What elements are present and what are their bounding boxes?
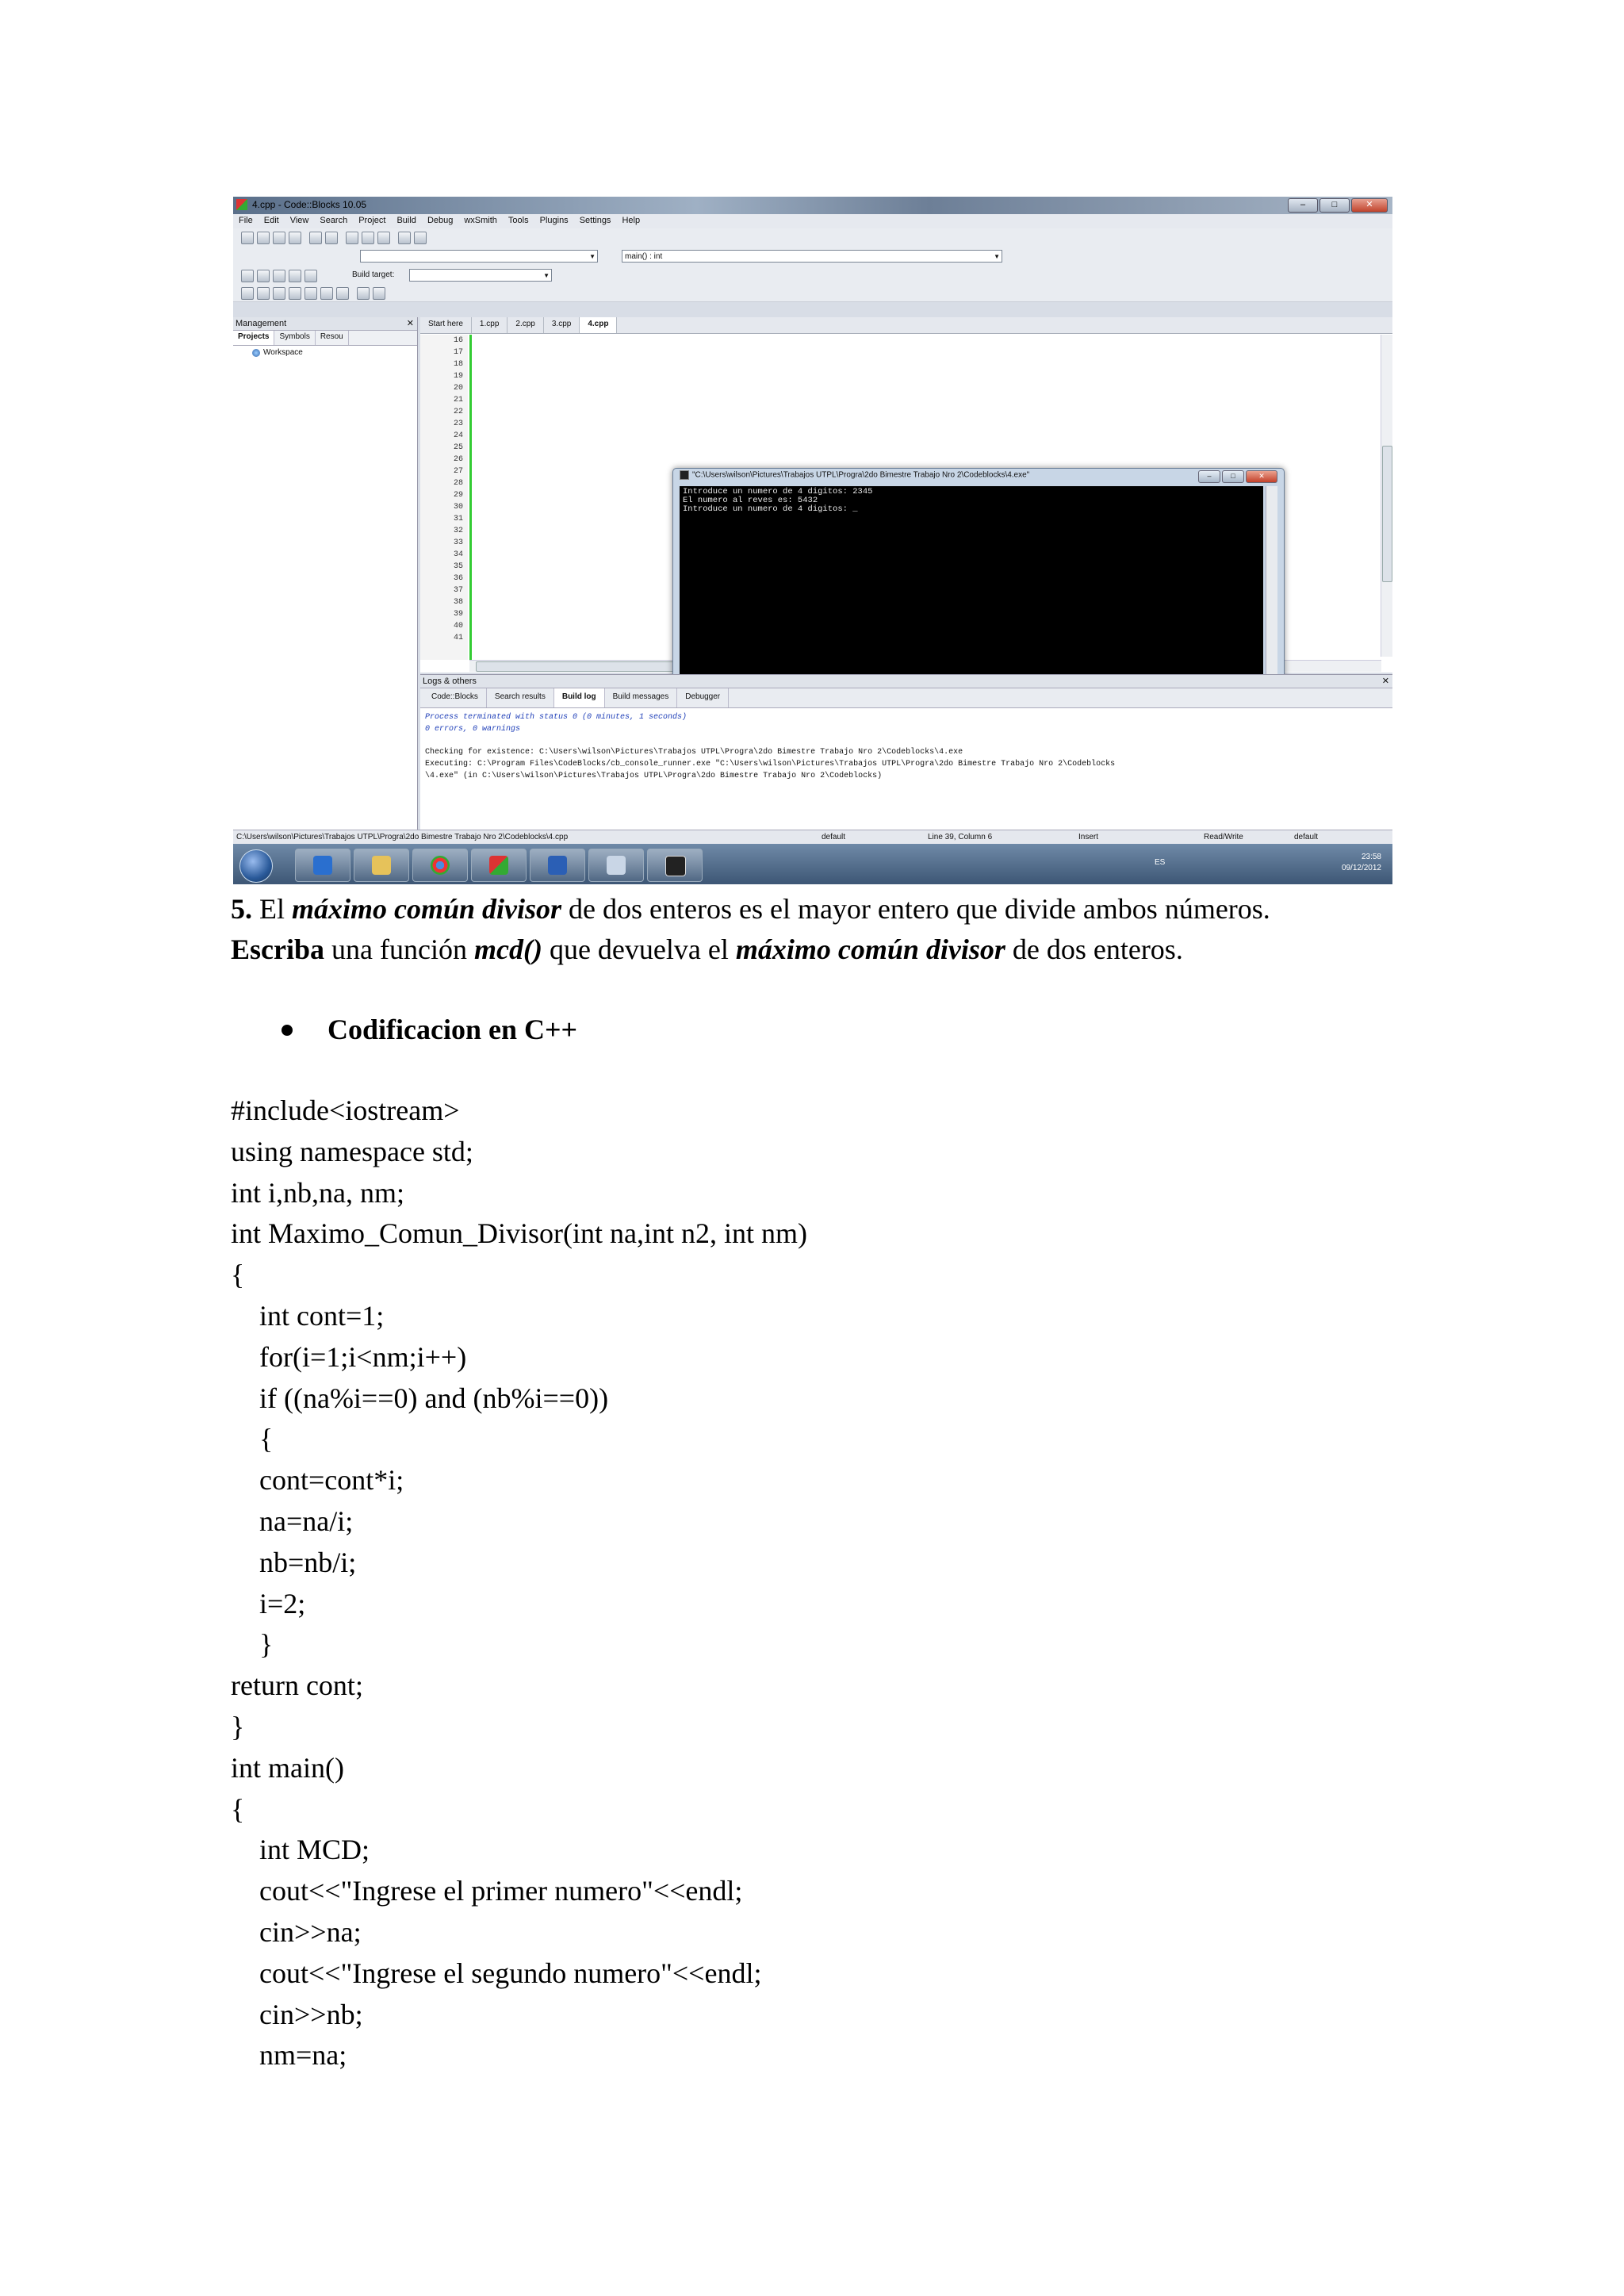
taskbar-chrome[interactable] bbox=[412, 849, 468, 882]
clock-time: 23:58 bbox=[1361, 853, 1381, 861]
status-access: Read/Write bbox=[1204, 833, 1243, 841]
line-number: 40 bbox=[453, 622, 463, 631]
tab-codeblocks-log[interactable]: Code::Blocks bbox=[423, 688, 487, 707]
menu-file[interactable]: File bbox=[239, 216, 253, 225]
scroll-thumb[interactable] bbox=[1382, 446, 1392, 582]
line-number: 28 bbox=[453, 479, 463, 488]
menu-bar bbox=[233, 214, 1392, 228]
ide-screenshot bbox=[233, 197, 1392, 884]
menu-plugins[interactable]: Plugins bbox=[539, 216, 569, 225]
close-icon[interactable]: ✕ bbox=[1381, 677, 1389, 686]
menu-build[interactable]: Build bbox=[396, 216, 416, 225]
menu-wxsmith[interactable]: wxSmith bbox=[464, 216, 497, 225]
tab-build-messages[interactable]: Build messages bbox=[605, 688, 678, 707]
line-number: 23 bbox=[453, 420, 463, 428]
tab-start-here[interactable]: Start here bbox=[420, 317, 472, 333]
code-toolbar bbox=[233, 246, 1392, 267]
status-position: Line 39, Column 6 bbox=[928, 833, 993, 841]
line-number: 25 bbox=[453, 443, 463, 452]
workspace-item[interactable]: Workspace bbox=[252, 348, 417, 357]
step-into-icon[interactable] bbox=[289, 287, 301, 300]
function-combo[interactable]: main() : int ▼ bbox=[622, 250, 1002, 263]
section-heading: Codificacion en C++ bbox=[327, 1014, 578, 1045]
line-number-gutter bbox=[420, 335, 468, 660]
management-panel bbox=[233, 317, 418, 864]
rebuild-icon[interactable] bbox=[289, 270, 301, 282]
line-number: 17 bbox=[453, 348, 463, 357]
log-line: \4.exe" (in C:\Users\wilson\Pictures\Trabajos UTPL\Progra\2do Bimestre Trabajo Nro 2\Codeblocks) bbox=[425, 772, 883, 780]
taskbar-word[interactable] bbox=[530, 849, 585, 882]
stop-debug-icon[interactable] bbox=[336, 287, 349, 300]
log-line: Process terminated with status 0 (0 minutes, 1 seconds) bbox=[425, 713, 688, 722]
chevron-down-icon: ▼ bbox=[589, 253, 596, 260]
save-icon[interactable] bbox=[273, 232, 285, 244]
cut-icon[interactable] bbox=[346, 232, 358, 244]
line-number: 18 bbox=[453, 360, 463, 369]
term-mcd: máximo común divisor bbox=[735, 933, 1005, 965]
line-number: 26 bbox=[453, 455, 463, 464]
start-button[interactable] bbox=[239, 849, 273, 883]
tab-symbols[interactable]: Symbols bbox=[274, 331, 315, 345]
open-file-icon[interactable] bbox=[257, 232, 270, 244]
menu-help[interactable]: Help bbox=[622, 216, 641, 225]
build-target-label: Build target: bbox=[352, 270, 395, 279]
maximize-button[interactable]: □ bbox=[1320, 198, 1350, 213]
taskbar-notes[interactable] bbox=[588, 849, 644, 882]
status-bar bbox=[233, 830, 1392, 845]
menu-edit[interactable]: Edit bbox=[263, 216, 279, 225]
log-line: Executing: C:\Program Files\CodeBlocks/cb_console_runner.exe "C:\Users\wilson\Pictures\Trabajos UTPL\Progra\2do Bimestre Trabajo Nro 2\Codeblocks bbox=[425, 760, 1116, 769]
line-number: 31 bbox=[453, 515, 463, 523]
build-run-icon[interactable] bbox=[273, 270, 285, 282]
next-line-icon[interactable] bbox=[273, 287, 285, 300]
save-all-icon[interactable] bbox=[289, 232, 301, 244]
function-name: mcd() bbox=[473, 933, 542, 965]
build-log-text bbox=[425, 711, 1392, 782]
main-toolbar bbox=[233, 228, 1392, 247]
close-button[interactable]: ✕ bbox=[1351, 198, 1388, 213]
status-path: C:\Users\wilson\Pictures\Trabajos UTPL\Progra\2do Bimestre Trabajo Nro 2\Codeblocks\4.cpp bbox=[236, 833, 569, 841]
tab-resources[interactable]: Resou bbox=[316, 331, 349, 345]
new-file-icon[interactable] bbox=[241, 232, 254, 244]
section-bullet bbox=[282, 1009, 577, 1050]
line-number: 24 bbox=[453, 431, 463, 440]
menu-tools[interactable]: Tools bbox=[508, 216, 529, 225]
replace-icon[interactable] bbox=[414, 232, 427, 244]
build-target-combo[interactable] bbox=[409, 269, 552, 282]
debug-windows-icon[interactable] bbox=[357, 287, 370, 300]
scope-combo[interactable] bbox=[360, 250, 598, 263]
menu-search[interactable]: Search bbox=[320, 216, 348, 225]
line-number: 16 bbox=[453, 336, 463, 345]
line-number: 39 bbox=[453, 610, 463, 619]
menu-project[interactable]: Project bbox=[358, 216, 386, 225]
menu-view[interactable]: View bbox=[289, 216, 309, 225]
line-number: 30 bbox=[453, 503, 463, 512]
term-mcd: máximo común divisor bbox=[292, 893, 562, 925]
console-title: "C:\Users\wilson\Pictures\Trabajos UTPL\Progra\2do Bimestre Trabajo Nro 2\Codeblocks\4.exe" bbox=[680, 470, 1029, 480]
undo-icon[interactable] bbox=[309, 232, 322, 244]
copy-icon[interactable] bbox=[362, 232, 374, 244]
console-minimize-button[interactable]: – bbox=[1198, 470, 1220, 483]
compiler-toolbar bbox=[233, 266, 1392, 285]
line-number: 29 bbox=[453, 491, 463, 500]
run-icon[interactable] bbox=[257, 270, 270, 282]
bullet-icon bbox=[282, 1025, 293, 1036]
status-encoding: default bbox=[822, 833, 846, 841]
code-listing: #include<iostream> using namespace std; int i,nb,na, nm; int Maximo_Comun_Divisor(int na,int n2, int nm) { int cont=1; for(i=1;i<nm;i++) if ((na%i==0) and (nb%i==0)) { cont=cont*i; na=na/i; nb=nb/i; i=2; } return cont; } int main() { int MCD; cout<<"Ingrese el primer numero"<<endl; cin>>na; cout<<"Ingrese el segundo numero"<<endl; cin>>nb; nm=na; bbox=[231, 1094, 807, 2072]
step-out-icon[interactable] bbox=[304, 287, 317, 300]
management-tabs bbox=[233, 331, 417, 346]
window-controls bbox=[1288, 198, 1388, 213]
gear-icon[interactable] bbox=[241, 270, 254, 282]
taskbar-codeblocks[interactable] bbox=[471, 849, 527, 882]
paste-icon[interactable] bbox=[377, 232, 390, 244]
logs-header: Logs & others ✕ bbox=[420, 675, 1392, 688]
console-maximize-button[interactable]: □ bbox=[1222, 470, 1244, 483]
console-close-button[interactable]: ✕ bbox=[1246, 470, 1277, 483]
minimize-button[interactable]: – bbox=[1288, 198, 1318, 213]
next-instruction-icon[interactable] bbox=[320, 287, 333, 300]
console-icon bbox=[680, 470, 689, 480]
close-icon[interactable]: ✕ bbox=[406, 319, 414, 328]
tab-1-cpp[interactable]: 1.cpp bbox=[472, 317, 508, 333]
line-number: 36 bbox=[453, 574, 463, 583]
change-bar bbox=[469, 335, 472, 660]
line-number: 21 bbox=[453, 396, 463, 404]
line-number: 41 bbox=[453, 634, 463, 642]
window-titlebar bbox=[233, 197, 1392, 214]
console-output: Introduce un numero de 4 digitos: 2345 El numero al reves es: 5432 Introduce un numero de 4 digitos: _ bbox=[683, 487, 873, 514]
management-header: Management ✕ bbox=[233, 317, 417, 331]
tab-3-cpp[interactable]: 3.cpp bbox=[544, 317, 580, 333]
tab-projects[interactable]: Projects bbox=[233, 331, 274, 345]
tab-debugger[interactable]: Debugger bbox=[677, 688, 729, 707]
language-indicator[interactable]: ES bbox=[1155, 858, 1166, 867]
editor-area bbox=[420, 317, 1392, 673]
line-number: 38 bbox=[453, 598, 463, 607]
menu-settings[interactable]: Settings bbox=[579, 216, 611, 225]
system-tray-clock[interactable] bbox=[1342, 852, 1381, 874]
tab-build-log[interactable]: Build log bbox=[554, 688, 605, 707]
info-icon[interactable] bbox=[373, 287, 385, 300]
windows-taskbar bbox=[233, 844, 1392, 884]
debug-icon[interactable] bbox=[241, 287, 254, 300]
debug-toolbar bbox=[233, 284, 1392, 302]
tab-2-cpp[interactable]: 2.cpp bbox=[508, 317, 543, 333]
line-number: 32 bbox=[453, 527, 463, 535]
stop-icon[interactable] bbox=[304, 270, 317, 282]
taskbar-explorer[interactable] bbox=[354, 849, 409, 882]
status-lang: default bbox=[1294, 833, 1319, 841]
question-verb: Escriba bbox=[231, 933, 325, 965]
line-number: 22 bbox=[453, 408, 463, 416]
line-number: 19 bbox=[453, 372, 463, 381]
workspace-icon bbox=[252, 349, 260, 357]
editor-vertical-scrollbar[interactable] bbox=[1381, 335, 1392, 657]
chevron-down-icon: ▼ bbox=[543, 272, 550, 279]
question-line-2: Escriba una función mcd() que devuelva el máximo común divisor de dos enteros. bbox=[231, 933, 1183, 965]
line-number: 35 bbox=[453, 562, 463, 571]
run-to-cursor-icon[interactable] bbox=[257, 287, 270, 300]
line-number: 37 bbox=[453, 586, 463, 595]
clock-date: 09/12/2012 bbox=[1341, 864, 1381, 872]
log-line: 0 errors, 0 warnings bbox=[425, 725, 521, 734]
redo-icon[interactable] bbox=[325, 232, 338, 244]
tab-search-results[interactable]: Search results bbox=[487, 688, 554, 707]
codeblocks-icon bbox=[236, 199, 247, 210]
taskbar-media-player[interactable] bbox=[295, 849, 350, 882]
question-line-1: 5. El máximo común divisor de dos enteros es el mayor entero que divide ambos números. bbox=[231, 893, 1270, 925]
tab-4-cpp[interactable]: 4.cpp bbox=[580, 317, 617, 333]
console-controls bbox=[1198, 470, 1277, 483]
status-mode: Insert bbox=[1078, 833, 1099, 841]
log-line: Checking for existence: C:\Users\wilson\Pictures\Trabajos UTPL\Progra\2do Bimestre Trabajo Nro 2\Codeblocks\4.exe bbox=[425, 748, 963, 757]
menu-debug[interactable]: Debug bbox=[427, 216, 454, 225]
window-title: 4.cpp - Code::Blocks 10.05 bbox=[252, 199, 367, 210]
question-number: 5. bbox=[231, 893, 252, 925]
logs-tabs bbox=[420, 688, 1392, 708]
find-icon[interactable] bbox=[398, 232, 411, 244]
taskbar-console[interactable] bbox=[647, 849, 703, 882]
line-number: 27 bbox=[453, 467, 463, 476]
line-number: 33 bbox=[453, 539, 463, 547]
editor-tabs bbox=[420, 317, 1392, 334]
line-number: 20 bbox=[453, 384, 463, 393]
chevron-down-icon: ▼ bbox=[994, 253, 1000, 260]
line-number: 34 bbox=[453, 550, 463, 559]
